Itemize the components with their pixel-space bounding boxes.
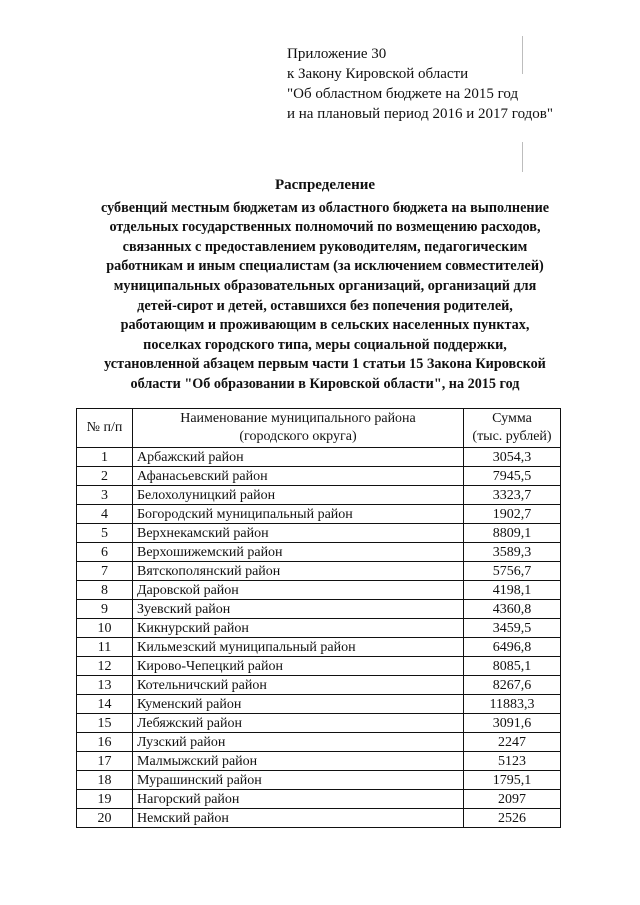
row-sum: 6496,8 <box>464 638 561 657</box>
table-row <box>77 638 561 657</box>
row-name: Немский район <box>133 809 464 828</box>
document-title <box>40 176 610 395</box>
row-name: Малмыжский район <box>133 752 464 771</box>
table-row <box>77 676 561 695</box>
table-row <box>77 733 561 752</box>
row-name: Вятскополянский район <box>133 562 464 581</box>
row-name: Белохолуницкий район <box>133 486 464 505</box>
annex-header <box>287 44 607 124</box>
row-num: 11 <box>77 638 133 657</box>
title-line: установленной абзацем первым части 1 статьи 15 Закона Кировской <box>104 356 546 373</box>
table-row <box>77 562 561 581</box>
row-num: 17 <box>77 752 133 771</box>
row-num: 6 <box>77 543 133 562</box>
header-sum <box>464 409 561 448</box>
table-row <box>77 505 561 524</box>
title-line: работающим и проживающим в сельских населенных пунктах, <box>120 317 530 334</box>
row-sum: 4360,8 <box>464 600 561 619</box>
row-name: Кильмезский муниципальный район <box>133 638 464 657</box>
annex-line-2: к Закону Кировской области <box>287 66 469 82</box>
table-header-row <box>77 409 561 448</box>
title-line: работникам и иным специалистам (за исключением совместителей) <box>106 258 544 275</box>
row-name: Верхошижемский район <box>133 543 464 562</box>
row-name: Лузский район <box>133 733 464 752</box>
row-name: Лебяжский район <box>133 714 464 733</box>
annex-line-3: "Об областном бюджете на 2015 год <box>287 86 519 102</box>
row-sum: 1795,1 <box>464 771 561 790</box>
row-sum: 7945,5 <box>464 467 561 486</box>
table-row <box>77 695 561 714</box>
row-sum: 1902,7 <box>464 505 561 524</box>
table-row <box>77 524 561 543</box>
title-line: отдельных государственных полномочий по возмещению расходов, <box>109 219 541 236</box>
table-row <box>77 467 561 486</box>
row-num: 2 <box>77 467 133 486</box>
table-row <box>77 581 561 600</box>
table-row <box>77 790 561 809</box>
row-num: 1 <box>77 448 133 467</box>
annex-line-1: Приложение 30 <box>287 46 387 62</box>
row-num: 19 <box>77 790 133 809</box>
row-name: Богородский муниципальный район <box>133 505 464 524</box>
row-num: 10 <box>77 619 133 638</box>
row-num: 20 <box>77 809 133 828</box>
row-sum: 2097 <box>464 790 561 809</box>
row-sum: 3091,6 <box>464 714 561 733</box>
row-num: 9 <box>77 600 133 619</box>
row-sum: 5756,7 <box>464 562 561 581</box>
table-row <box>77 714 561 733</box>
annex-line-4: и на плановый период 2016 и 2017 годов" <box>287 106 553 122</box>
table-row <box>77 543 561 562</box>
row-sum: 3054,3 <box>464 448 561 467</box>
title-line: поселках городского типа, меры социальной поддержки, <box>143 336 507 353</box>
row-sum: 5123 <box>464 752 561 771</box>
header-name-line2: (городского округа) <box>239 429 357 444</box>
row-sum: 4198,1 <box>464 581 561 600</box>
row-name: Верхнекамский район <box>133 524 464 543</box>
row-name: Зуевский район <box>133 600 464 619</box>
title-line: субвенций местным бюджетам из областного бюджета на выполнение <box>100 199 550 216</box>
title-line: области "Об образовании в Кировской области", на 2015 год <box>130 375 520 392</box>
row-num: 8 <box>77 581 133 600</box>
row-name: Нагорский район <box>133 790 464 809</box>
row-num: 15 <box>77 714 133 733</box>
row-name: Даровской район <box>133 581 464 600</box>
row-name: Кикнурский район <box>133 619 464 638</box>
distribution-table <box>76 408 561 828</box>
table-row <box>77 486 561 505</box>
row-sum: 3589,3 <box>464 543 561 562</box>
row-num: 18 <box>77 771 133 790</box>
row-sum: 2526 <box>464 809 561 828</box>
row-num: 7 <box>77 562 133 581</box>
row-num: 13 <box>77 676 133 695</box>
table-row <box>77 771 561 790</box>
row-num: 16 <box>77 733 133 752</box>
row-name: Котельничский район <box>133 676 464 695</box>
row-name: Афанасьевский район <box>133 467 464 486</box>
header-sum-line1: Сумма <box>492 411 532 426</box>
row-num: 5 <box>77 524 133 543</box>
row-num: 3 <box>77 486 133 505</box>
row-sum: 11883,3 <box>464 695 561 714</box>
row-num: 12 <box>77 657 133 676</box>
row-sum: 2247 <box>464 733 561 752</box>
title-line: детей-сирот и детей, оставшихся без попечения родителей, <box>137 297 513 314</box>
row-name: Кирово-Чепецкий район <box>133 657 464 676</box>
scan-artifact-line <box>522 142 523 172</box>
header-name-line1: Наименование муниципального района <box>180 411 416 426</box>
table-row <box>77 752 561 771</box>
row-sum: 3459,5 <box>464 619 561 638</box>
table-row <box>77 657 561 676</box>
title-line: связанных с предоставлением руководителям, педагогическим <box>122 238 528 255</box>
row-sum: 8267,6 <box>464 676 561 695</box>
header-name <box>133 409 464 448</box>
row-name: Арбажский район <box>133 448 464 467</box>
table-row <box>77 619 561 638</box>
row-name: Мурашинский район <box>133 771 464 790</box>
row-num: 4 <box>77 505 133 524</box>
header-sum-line2: (тыс. рублей) <box>472 429 552 444</box>
title-line: муниципальных образовательных организаций, организаций для <box>113 277 537 294</box>
table-row <box>77 448 561 467</box>
header-num: № п/п <box>77 409 133 448</box>
row-sum: 3323,7 <box>464 486 561 505</box>
title-heading: Распределение <box>274 177 376 193</box>
row-name: Куменский район <box>133 695 464 714</box>
table-row <box>77 600 561 619</box>
row-sum: 8809,1 <box>464 524 561 543</box>
table-row <box>77 809 561 828</box>
row-num: 14 <box>77 695 133 714</box>
row-sum: 8085,1 <box>464 657 561 676</box>
